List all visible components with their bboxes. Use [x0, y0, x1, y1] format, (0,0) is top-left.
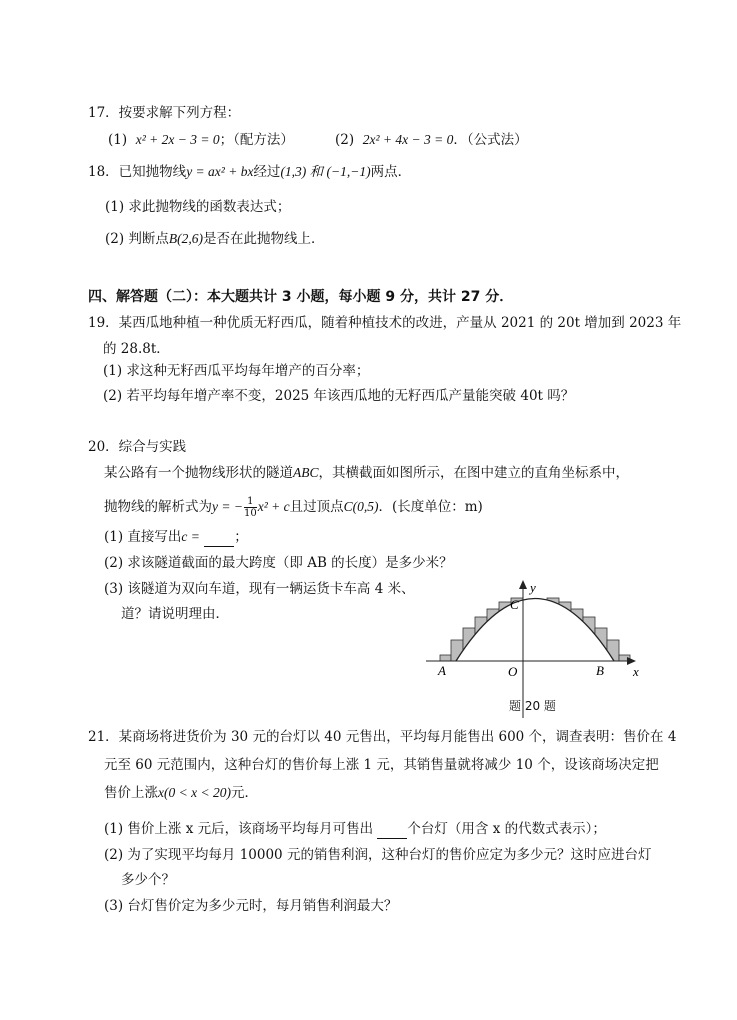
y-axis-arrow-icon [519, 580, 527, 589]
q21-part1-pre: (1) 售价上涨 x 元后，该商场平均每月可售出 [104, 821, 374, 837]
q17-part1 [108, 131, 294, 149]
q18-equation: y = ax² + bx [186, 164, 254, 179]
q21-part3: (3) 台灯售价定为多少元时，每月销售利润最大？ [104, 898, 398, 914]
q21-part1-post: 个台灯（用含 x 的代数式表示）； [407, 821, 606, 837]
q21-variable-range: x(0 < x < 20) [158, 785, 231, 800]
q20-part2: (2) 求该隧道截面的最大跨度（即 AB 的长度）是多少米？ [104, 555, 453, 571]
q19-part2: (2) 若平均每年增产率不变，2025 年该西瓜地的无籽西瓜产量能突破 40t 吗？ [103, 388, 575, 404]
q17-part2-method: ．（公式法） [453, 132, 528, 148]
section-4-heading: 四、解答题（二）：本大题共计 3 小题，每小题 9 分，共计 27 分． [88, 289, 514, 305]
q19-line1: 19．某西瓜地种植一种优质无籽西瓜，随着种植技术的改进，产量从 2021 的 20t 增加到 2023 年 [88, 315, 682, 331]
q18-title-post: 两点． [370, 164, 412, 180]
q20-eq-rest: x² + c [257, 499, 290, 514]
q20-line1-pre: 某公路有一个抛物线形状的隧道 [104, 465, 293, 481]
q20-vertex: C(0,5) [343, 499, 379, 514]
q18-part1: (1) 求此抛物线的函数表达式； [105, 199, 291, 215]
q20-part1-post: ； [234, 529, 248, 545]
q20-part1-blank [204, 528, 234, 547]
q18-title [88, 163, 411, 181]
label-o: O [508, 664, 518, 679]
label-b: B [596, 663, 604, 678]
q20-line1 [104, 464, 629, 482]
q18-part2-pre: (2) 判断点 [105, 231, 169, 247]
q20-line2 [104, 494, 483, 520]
q20-part3-line2: 道？请说明理由． [121, 606, 229, 622]
q18-points: (1,3) 和 (−1,−1) [280, 164, 371, 179]
q20-title: 20．综合与实践 [88, 439, 187, 455]
q19-part1: (1) 求这种无籽西瓜平均每年增产的百分率； [103, 363, 370, 379]
q20-figure-caption: 题 20 题 [509, 699, 556, 713]
q18-title-pre: 18．已知抛物线 [88, 164, 187, 180]
q20-part3-line1: (3) 该隧道为双向车道，现有一辆运货卡车高 4 米、 [104, 581, 415, 597]
q20-part1-pre: (1) 直接写出 [104, 529, 182, 545]
label-x: x [633, 664, 639, 679]
q21-part2-line2: 多少个？ [121, 872, 175, 888]
q20-part1 [104, 528, 248, 547]
q18-title-mid: 经过 [253, 164, 281, 180]
q18-part2 [105, 230, 325, 248]
q20-line2-mid: 且过顶点 [289, 499, 344, 515]
q21-part1 [104, 820, 606, 839]
q21-line3-pre: 售价上涨 [104, 785, 158, 801]
q20-fraction-denominator: 10 [243, 508, 257, 519]
q17-title: 17．按要求解下列方程： [88, 105, 241, 121]
q17-part1-method: ；（配方法） [219, 132, 294, 148]
q17-part2 [335, 131, 528, 149]
q20-line1-post: ，其横截面如图所示，在图中建立的直角坐标系中， [318, 465, 629, 481]
q19-line2: 的 28.8t． [103, 341, 170, 357]
q21-part2-line1: (2) 为了实现平均每月 10000 元的销售利润，这种台灯的售价应定为多少元？这时应进台灯 [104, 847, 652, 863]
q20-part1-c: c = [181, 529, 200, 544]
q20-fraction-numerator: 1 [244, 496, 257, 508]
q21-line2: 元至 60 元范围内，这种台灯的售价每上涨 1 元，其销售量就将减少 10 个，设该商场决定把 [104, 757, 659, 773]
q18-part2-post: 是否在此抛物线上． [203, 231, 325, 247]
q21-line1: 21．某商场将进货价为 30 元的台灯以 40 元售出，平均每月能售出 600 个，调查表明：售价在 4 [88, 729, 677, 745]
q20-line2-pre: 抛物线的解析式为 [104, 499, 212, 515]
q17-part2-label: (2) [335, 132, 355, 148]
q20-tunnel-name: ABC [293, 465, 319, 480]
q21-part1-blank [377, 820, 407, 839]
q17-part1-equation: x² + 2x − 3 = 0 [135, 132, 220, 147]
label-a: A [438, 663, 446, 678]
q21-line3-post: 元． [230, 785, 258, 801]
q20-eq-y: y = − [212, 499, 243, 514]
q21-line3 [104, 784, 258, 802]
q17-part1-label: (1) [108, 132, 128, 148]
q18-point-b: B(2,6) [168, 231, 204, 246]
label-c: C [510, 597, 519, 612]
label-y: y [530, 580, 536, 595]
q17-part2-equation: 2x² + 4x − 3 = 0 [362, 132, 454, 147]
q20-line2-post: ．(长度单位：m) [378, 499, 483, 515]
q20-fraction [244, 496, 257, 519]
